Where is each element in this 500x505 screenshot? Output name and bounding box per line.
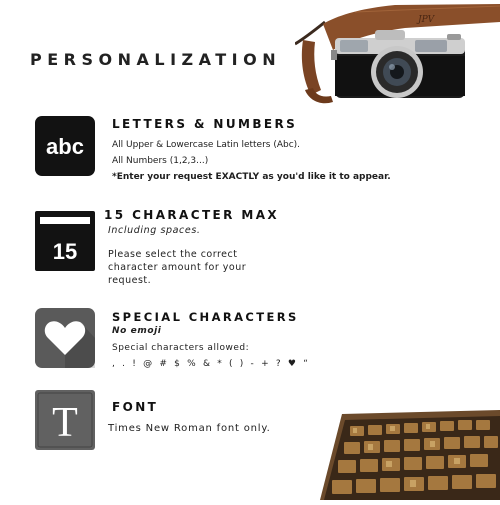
abc-icon-text: abc <box>46 134 84 159</box>
letters-line-2: All Numbers (1,2,3...) <box>112 156 209 166</box>
letters-line-1: All Upper & Lowercase Latin letters (Abc). <box>112 140 301 150</box>
character-max-line-2: character amount for your <box>108 262 247 273</box>
font-line-1: Times New Roman font only. <box>108 423 271 434</box>
abc-icon <box>35 116 95 176</box>
font-t-icon <box>35 390 95 450</box>
section-heading-character-max: 15 CHARACTER MAX <box>104 208 280 222</box>
calendar-icon-text: 15 <box>52 239 78 264</box>
camera-photo <box>295 0 500 110</box>
section-heading-font: FONT <box>112 400 159 414</box>
page-title: PERSONALIZATION <box>30 50 282 69</box>
section-heading-letters-numbers: LETTERS & NUMBERS <box>112 117 298 131</box>
font-t-icon-text: T <box>52 400 78 446</box>
special-characters-subheading: No emoji <box>112 326 162 336</box>
special-characters-list: , . ! @ # $ % & * ( ) - + ? ♥ “ <box>112 359 311 369</box>
heart-icon <box>35 308 95 368</box>
svg-text:JPV: JPV <box>418 15 435 25</box>
character-max-line-3: request. <box>108 275 152 286</box>
character-max-line-1: Please select the correct <box>108 249 238 260</box>
section-heading-special-characters: SPECIAL CHARACTERS <box>112 310 299 324</box>
character-max-subheading: Including spaces. <box>108 225 201 236</box>
calendar-icon <box>35 211 95 271</box>
type-tray-photo <box>320 410 500 500</box>
special-characters-line-1: Special characters allowed: <box>112 343 250 353</box>
letters-note: *Enter your request EXACTLY as you'd like it to appear. <box>112 172 391 182</box>
